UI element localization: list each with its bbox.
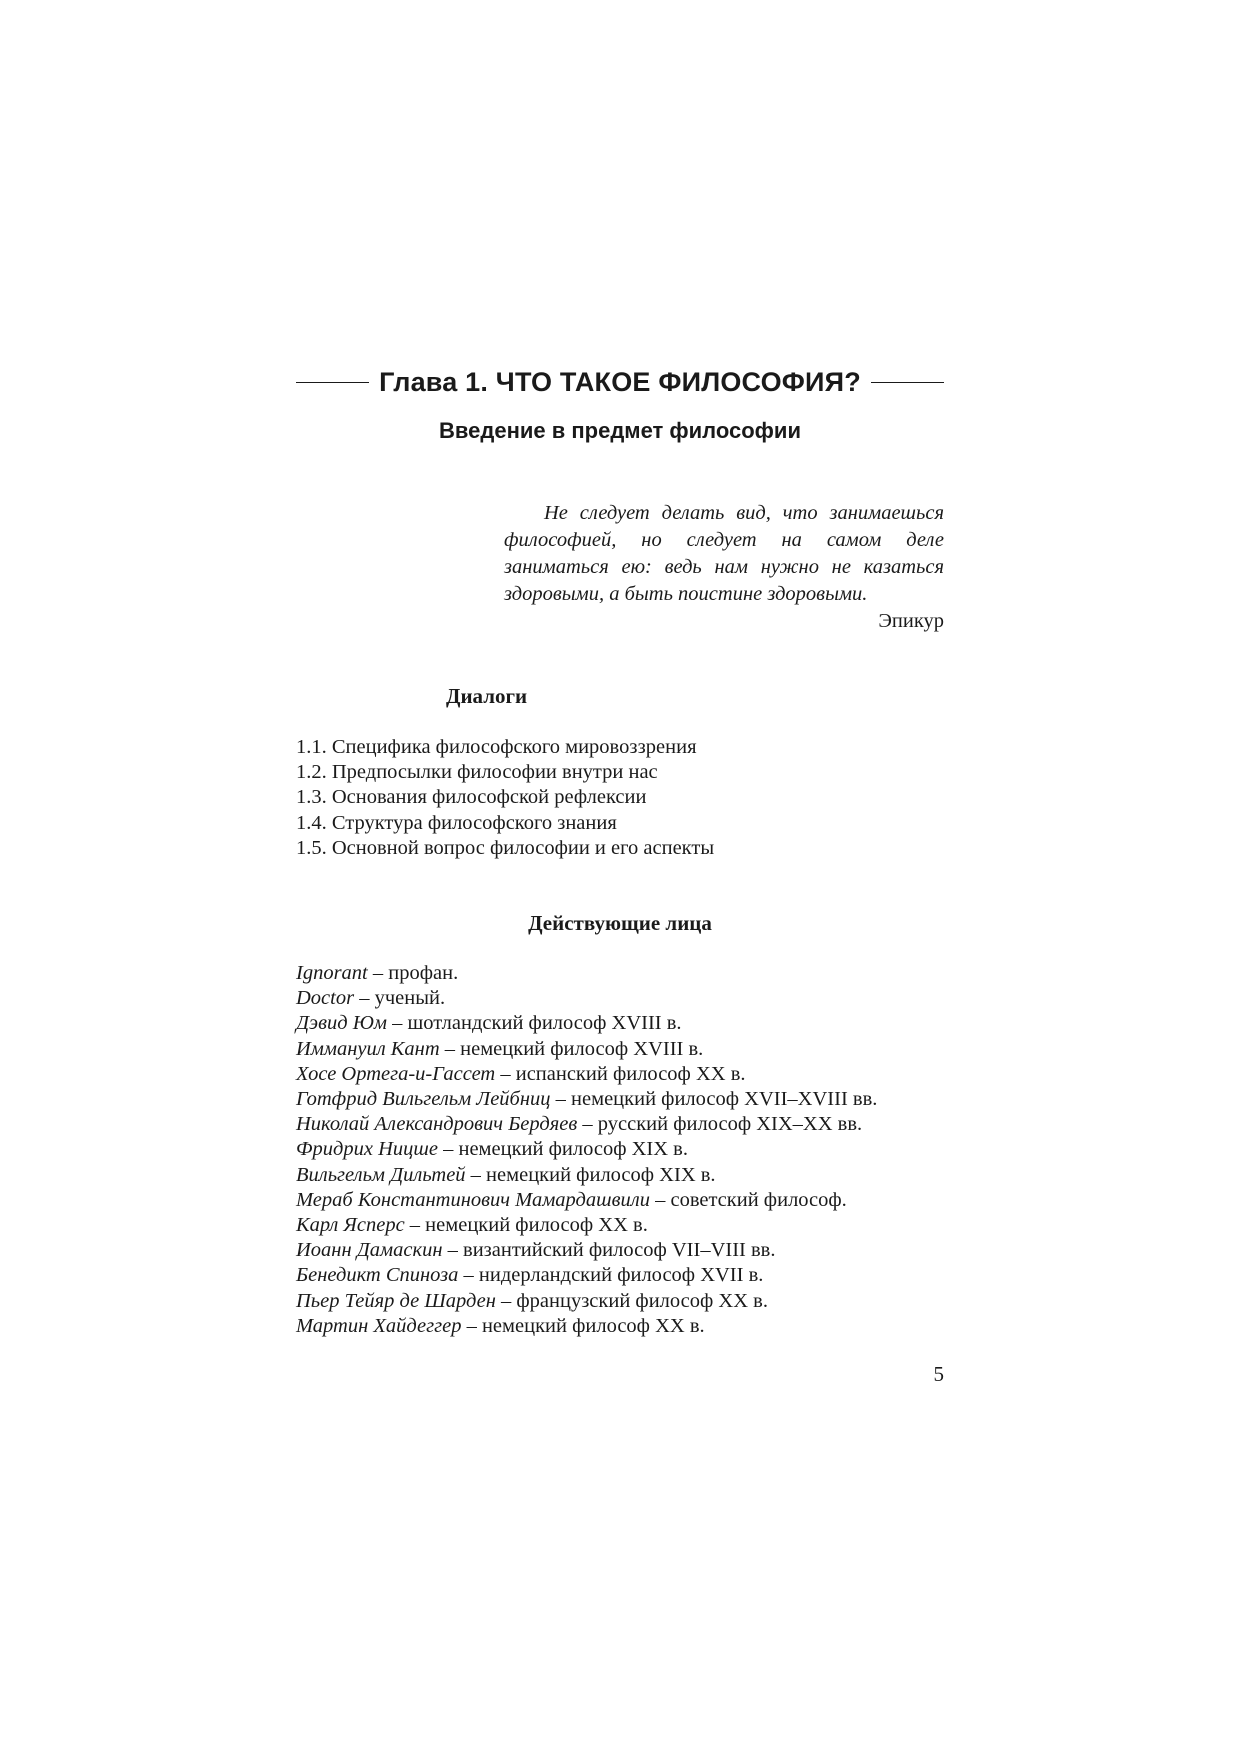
character-name: Карл Ясперс bbox=[296, 1214, 405, 1237]
epigraph bbox=[504, 500, 944, 635]
character-item bbox=[296, 1163, 877, 1188]
dialog-item: 1.3. Основания философской рефлексии bbox=[296, 786, 647, 809]
character-item bbox=[296, 1213, 877, 1238]
dialog-item: 1.2. Предпосылки философии внутри нас bbox=[296, 761, 658, 784]
character-item bbox=[296, 1137, 877, 1162]
character-name: Иммануил Кант bbox=[296, 1037, 440, 1060]
character-item bbox=[296, 1087, 877, 1112]
character-name: Doctor bbox=[296, 987, 355, 1010]
character-item bbox=[296, 1188, 877, 1213]
characters-heading: Действующие лица bbox=[528, 911, 712, 935]
characters-list bbox=[296, 961, 877, 1339]
character-name: Бенедикт Спиноза bbox=[296, 1264, 459, 1287]
character-desc: – профан. bbox=[367, 962, 459, 984]
chapter-title: Глава 1. ЧТО ТАКОЕ ФИЛОСОФИЯ? bbox=[379, 366, 861, 397]
character-item bbox=[296, 1314, 877, 1339]
character-item bbox=[296, 986, 877, 1011]
character-desc: – испанский философ XX в. bbox=[495, 1062, 746, 1085]
character-item bbox=[296, 961, 877, 986]
character-name: Ignorant bbox=[296, 962, 368, 984]
character-item bbox=[296, 1011, 877, 1036]
character-desc: – советский философ. bbox=[649, 1188, 847, 1211]
character-desc: – немецкий философ XX в. bbox=[404, 1214, 648, 1237]
character-item bbox=[296, 1037, 877, 1062]
dialog-item: 1.5. Основной вопрос философии и его аспекты bbox=[296, 836, 715, 859]
character-name: Мераб Константинович Мамардашвили bbox=[296, 1188, 650, 1211]
dialog-item: 1.4. Структура философского знания bbox=[296, 811, 617, 834]
character-desc: – ученый. bbox=[354, 987, 446, 1010]
character-name: Вильгельм Дильтей bbox=[296, 1163, 466, 1186]
epigraph-text: Не следует делать вид, что занимаешься философией, но следует на самом деле заниматься ею: ведь нам нужно не казаться здоровыми, а быть поистине здоровыми. bbox=[504, 502, 944, 605]
dialogs-list bbox=[296, 735, 714, 861]
character-desc: – немецкий философ XIX в. bbox=[437, 1138, 688, 1161]
character-item bbox=[296, 1289, 877, 1314]
right-rule bbox=[871, 382, 944, 383]
character-name: Мартин Хайдеггер bbox=[296, 1314, 462, 1337]
character-item bbox=[296, 1238, 877, 1263]
character-name: Фридрих Ницше bbox=[296, 1138, 438, 1161]
character-name: Хосе Ортега-и-Гассет bbox=[296, 1062, 496, 1085]
character-desc: – нидерландский философ XVII в. bbox=[458, 1264, 764, 1287]
character-name: Готфрид Вильгельм Лейбниц bbox=[296, 1088, 551, 1111]
chapter-subtitle: Введение в предмет философии bbox=[439, 418, 801, 443]
character-desc: – немецкий философ XVIII в. bbox=[439, 1037, 704, 1060]
chapter-heading bbox=[296, 362, 944, 402]
page-number: 5 bbox=[933, 1362, 944, 1386]
epigraph-author: Эпикур bbox=[878, 610, 944, 632]
character-name: Иоанн Дамаскин bbox=[296, 1239, 443, 1262]
character-desc: – русский философ XIX–XX вв. bbox=[577, 1113, 863, 1136]
character-item bbox=[296, 1112, 877, 1137]
dialogs-heading: Диалоги bbox=[446, 684, 528, 708]
character-desc: – французский философ XX в. bbox=[495, 1289, 768, 1312]
character-desc: – немецкий философ XVII–XVIII вв. bbox=[550, 1088, 878, 1111]
character-desc: – немецкий философ XX в. bbox=[461, 1314, 705, 1337]
character-name: Николай Александрович Бердяев bbox=[296, 1113, 578, 1136]
character-desc: – немецкий философ XIX в. bbox=[465, 1163, 716, 1186]
dialog-item: 1.1. Специфика философского мировоззрения bbox=[296, 736, 697, 758]
character-item bbox=[296, 1263, 877, 1288]
left-rule bbox=[296, 382, 369, 383]
character-name: Дэвид Юм bbox=[296, 1012, 387, 1035]
character-desc: – шотландский философ XVIII в. bbox=[386, 1012, 682, 1035]
character-desc: – византийский философ VII–VIII вв. bbox=[442, 1239, 776, 1262]
character-item bbox=[296, 1062, 877, 1087]
character-name: Пьер Тейяр де Шарден bbox=[296, 1289, 496, 1312]
